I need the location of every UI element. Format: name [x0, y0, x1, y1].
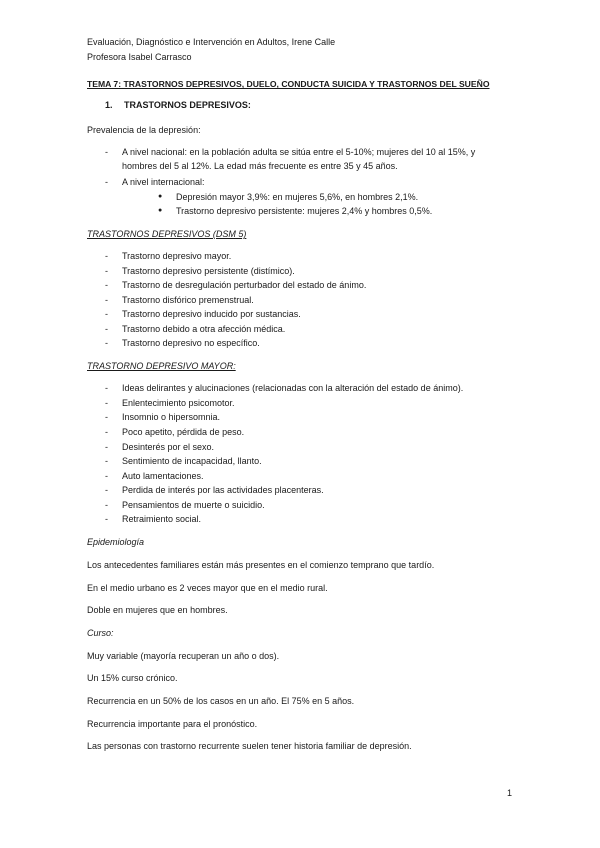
dash-marker: - — [105, 398, 108, 408]
dash-marker: - — [105, 442, 108, 452]
major-item: Retraimiento social. — [122, 514, 202, 524]
course-paragraph: Las personas con trastorno recurrente suelen tener historia familiar de depresión. — [87, 741, 412, 751]
prevalence-sub-item-1: Depresión mayor 3,9%: en mujeres 5,6%, en hombres 2,1%. — [176, 192, 419, 202]
dash-marker: - — [105, 177, 108, 187]
dsm-item: Trastorno de desregulación perturbador del estado de ánimo. — [122, 280, 367, 290]
major-item: Sentimiento de incapacidad, llanto. — [122, 456, 262, 466]
prevalence-international: A nivel internacional: — [122, 177, 205, 187]
dash-marker: - — [105, 485, 108, 495]
major-item: Auto lamentaciones. — [122, 471, 204, 481]
dsm-item: Trastorno depresivo inducido por sustancias. — [122, 309, 301, 319]
dsm-heading: TRASTORNOS DEPRESIVOS (DSM 5) — [87, 229, 247, 239]
page-number: 1 — [507, 788, 513, 798]
dash-marker: - — [105, 427, 108, 437]
major-item: Perdida de interés por las actividades placenteras. — [122, 485, 324, 495]
course-paragraph: Un 15% curso crónico. — [87, 673, 178, 683]
major-item: Poco apetito, pérdida de peso. — [122, 427, 245, 437]
dash-marker: - — [105, 280, 108, 290]
dash-marker: - — [105, 471, 108, 481]
course-heading: Curso: — [87, 628, 114, 638]
dash-marker: - — [105, 412, 108, 422]
major-item: Insomnio o hipersomnia. — [122, 412, 221, 422]
dash-marker: - — [105, 295, 108, 305]
bullet-icon: ● — [158, 193, 163, 200]
dash-marker: - — [105, 324, 108, 334]
epidemiology-paragraph: Doble en mujeres que en hombres. — [87, 605, 228, 615]
dash-marker: - — [105, 147, 108, 157]
course-paragraph: Muy variable (mayoría recuperan un año o dos). — [87, 651, 280, 661]
prevalence-sub-item-2: Trastorno depresivo persistente: mujeres 2,4% y hombres 0,5%. — [176, 206, 433, 216]
bullet-icon: ● — [158, 207, 163, 214]
dsm-item: Trastorno depresivo mayor. — [122, 251, 232, 261]
epidemiology-heading: Epidemiología — [87, 537, 145, 547]
major-item: Ideas delirantes y alucinaciones (relacionadas con la alteración del estado de ánimo). — [122, 383, 464, 393]
epidemiology-paragraph: Los antecedentes familiares están más presentes en el comienzo temprano que tardío. — [87, 560, 435, 570]
prevalence-heading: Prevalencia de la depresión: — [87, 125, 201, 135]
epidemiology-paragraph: En el medio urbano es 2 veces mayor que en el medio rural. — [87, 583, 328, 593]
section-number: 1. — [105, 100, 113, 110]
dash-marker: - — [105, 514, 108, 524]
dash-marker: - — [105, 266, 108, 276]
section-heading: TRASTORNOS DEPRESIVOS: — [124, 100, 251, 110]
prevalence-national-line-1: A nivel nacional: en la población adulta se sitúa entre el 5-10%; mujeres del 10 al 15%, y — [122, 147, 476, 157]
dsm-item: Trastorno disfórico premenstrual. — [122, 295, 254, 305]
course-paragraph: Recurrencia importante para el pronóstico. — [87, 719, 258, 729]
dash-marker: - — [105, 500, 108, 510]
course-paragraph: Recurrencia en un 50% de los casos en un año. El 75% en 5 años. — [87, 696, 355, 706]
document-title: TEMA 7: TRASTORNOS DEPRESIVOS, DUELO, CONDUCTA SUICIDA Y TRASTORNOS DEL SUEÑO — [87, 79, 490, 89]
dsm-item: Trastorno debido a otra afección médica. — [122, 324, 286, 334]
major-heading: TRASTORNO DEPRESIVO MAYOR: — [87, 361, 236, 371]
major-item: Pensamientos de muerte o suicidio. — [122, 500, 265, 510]
dsm-item: Trastorno depresivo persistente (distímico). — [122, 266, 295, 276]
header-line-2: Profesora Isabel Carrasco — [87, 52, 192, 62]
prevalence-national-line-2: hombres del 5 al 12%. La edad más frecuente es entre 35 y 45 años. — [122, 161, 398, 171]
major-item: Desinterés por el sexo. — [122, 442, 215, 452]
dash-marker: - — [105, 383, 108, 393]
dash-marker: - — [105, 338, 108, 348]
dash-marker: - — [105, 309, 108, 319]
dash-marker: - — [105, 251, 108, 261]
major-item: Enlentecimiento psicomotor. — [122, 398, 235, 408]
dash-marker: - — [105, 456, 108, 466]
dsm-item: Trastorno depresivo no específico. — [122, 338, 260, 348]
header-line-1: Evaluación, Diagnóstico e Intervención en Adultos, Irene Calle — [87, 37, 336, 47]
